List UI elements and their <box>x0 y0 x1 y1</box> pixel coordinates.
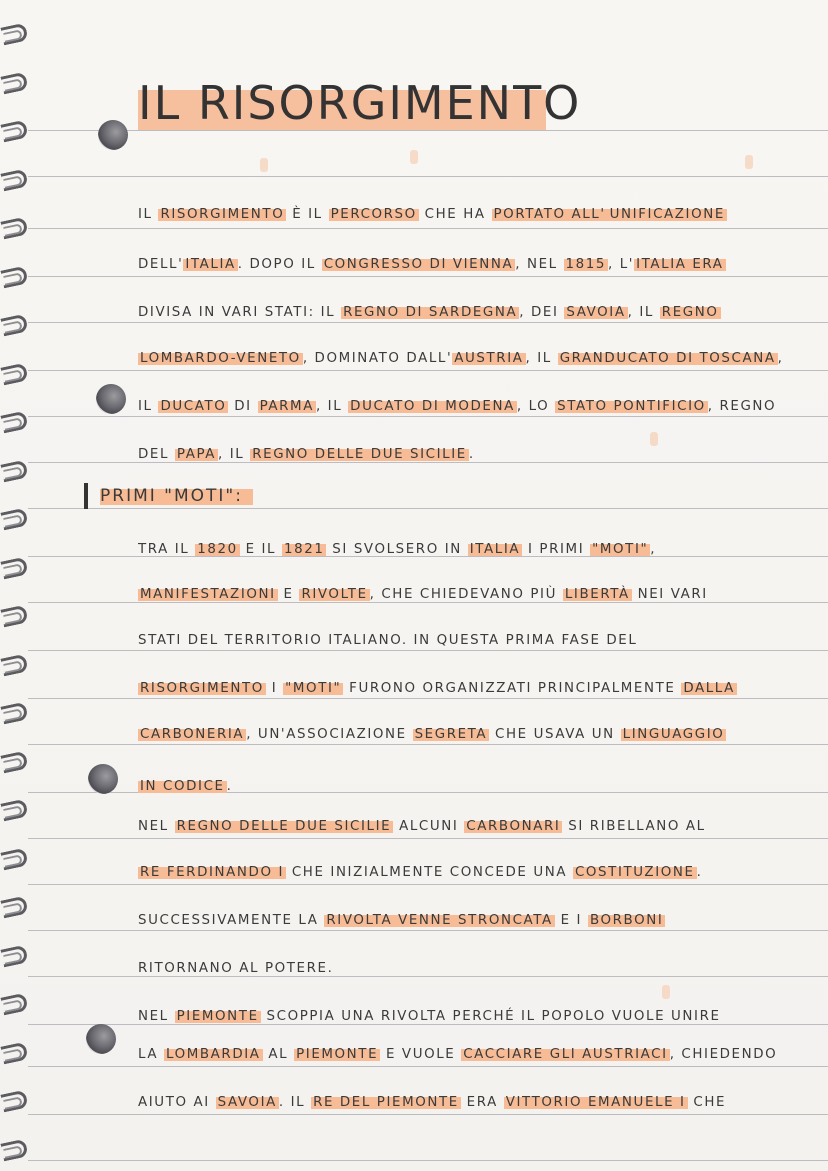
highlighted-text: CARBONARI <box>466 819 561 834</box>
highlighted-text: 1815 <box>565 257 607 272</box>
spiral-coil <box>0 556 28 578</box>
text-segment: STATI DEL TERRITORIO ITALIANO. IN QUESTA PRIMA FASE DEL <box>138 633 638 648</box>
text-segment: E <box>277 587 300 602</box>
text-segment: . IL <box>278 1095 312 1110</box>
highlighted-text: CARBONERIA <box>140 727 245 742</box>
highlighted-text: MANIFESTAZIONI <box>140 587 276 602</box>
spiral-coil <box>0 71 28 93</box>
highlighted-text: RISORGIMENTO <box>160 207 285 222</box>
highlighted-text: PORTATO ALL' <box>493 207 606 222</box>
text-line <box>138 580 814 610</box>
text-segment: E I <box>554 913 588 928</box>
text-line <box>138 858 814 888</box>
spiral-coil <box>0 944 28 966</box>
text-segment: AIUTO AI <box>138 1095 216 1110</box>
highlighted-text: UNIFICAZIONE <box>609 207 725 222</box>
text-segment: . <box>226 779 233 794</box>
highlighted-text: ITALIA <box>469 542 521 557</box>
spiral-coil <box>0 1089 28 1111</box>
text-line <box>138 440 814 470</box>
text-line <box>138 812 814 842</box>
text-segment: , <box>650 542 657 557</box>
text-segment: , CHIEDENDO <box>669 1047 778 1062</box>
highlighted-text: LOMBARDO-VENETO <box>140 351 301 366</box>
highlighted-text: DUCATO DI MODENA <box>350 399 515 414</box>
highlighted-text: SAVOIA <box>217 1095 277 1110</box>
highlighted-text: RISORGIMENTO <box>140 681 264 696</box>
text-line <box>138 1088 814 1118</box>
highlighted-text: PARMA <box>259 399 314 414</box>
highlighted-text: COSTITUZIONE <box>574 865 695 880</box>
highlighted-text: CONGRESSO DI VIENNA <box>323 257 514 272</box>
text-segment: IL <box>138 207 159 222</box>
highlighted-text: DALLA <box>683 681 735 696</box>
highlighted-text: 1821 <box>283 542 325 557</box>
highlighted-text: LINGUAGGIO <box>622 727 725 742</box>
spiral-coil <box>0 1041 28 1063</box>
text-segment: TRA IL <box>138 542 196 557</box>
page-title-text: IL RISORGIMENTO <box>138 76 582 130</box>
ink-smudge <box>260 158 268 172</box>
spiral-coil <box>0 653 28 675</box>
text-segment: SI RIBELLANO AL <box>562 819 706 834</box>
text-segment: , IL <box>627 305 660 320</box>
spiral-coil <box>0 895 28 917</box>
text-line <box>138 720 814 750</box>
highlighted-text: REGNO DELLE DUE SICILIE <box>176 819 392 834</box>
spiral-coil <box>0 168 28 190</box>
spiral-coil <box>0 507 28 529</box>
highlighted-text: RIVOLTE <box>301 587 368 602</box>
text-segment: SCOPPIA UNA RIVOLTA PERCHÉ IL POPOLO VUOLE UNIRE <box>260 1009 721 1024</box>
spiral-coil <box>0 992 28 1014</box>
text-segment: NEI VARI <box>631 587 708 602</box>
spiral-coil <box>0 362 28 384</box>
text-line <box>138 954 814 984</box>
punch-hole <box>86 1024 116 1054</box>
text-segment: FURONO ORGANIZZATI PRINCIPALMENTE <box>343 681 682 696</box>
text-segment: I <box>265 681 284 696</box>
text-segment: E IL <box>239 542 282 557</box>
text-segment: IL <box>138 399 159 414</box>
ink-smudge <box>410 150 418 164</box>
spiral-coil <box>0 750 28 772</box>
highlighted-text: AUSTRIA <box>454 351 524 366</box>
text-line <box>138 626 814 656</box>
section-heading-text: PRIMI "MOTI": <box>100 486 253 506</box>
ruled-line <box>28 176 828 177</box>
text-segment: , DOMINATO DALL' <box>302 351 453 366</box>
spiral-coil <box>0 701 28 723</box>
text-segment: SUCCESSIVAMENTE LA <box>138 913 325 928</box>
text-segment: , NEL <box>515 257 564 272</box>
text-segment: È IL <box>286 207 329 222</box>
highlighted-text: BORBONI <box>589 913 664 928</box>
text-segment: RITORNANO AL POTERE. <box>138 961 334 976</box>
text-segment: , IL <box>315 399 349 414</box>
spiral-coil <box>0 798 28 820</box>
text-segment: I PRIMI <box>522 542 591 557</box>
spiral-coil <box>0 459 28 481</box>
text-segment: SI SVOLSERO IN <box>326 542 468 557</box>
punch-hole <box>98 120 128 150</box>
highlighted-text: RE FERDINANDO I <box>140 865 284 880</box>
text-segment: , IL <box>525 351 558 366</box>
text-segment: AL <box>262 1047 295 1062</box>
text-segment: DEL <box>138 447 175 462</box>
highlighted-text: "MOTI" <box>285 681 342 696</box>
highlighted-text: REGNO DELLE DUE SICILIE <box>252 447 467 462</box>
text-segment: CHE USAVA UN <box>489 727 621 742</box>
text-segment: , DEI <box>519 305 565 320</box>
ruled-line <box>28 1160 828 1161</box>
text-segment: E VUOLE <box>380 1047 462 1062</box>
spiral-coil <box>0 119 28 141</box>
text-segment: , CHE CHIEDEVANO PIÙ <box>369 587 563 602</box>
highlighted-text: REGNO <box>661 305 719 320</box>
highlighted-text: PERCORSO <box>330 207 417 222</box>
text-segment: , UN'ASSOCIAZIONE <box>246 727 413 742</box>
page-title <box>138 72 581 134</box>
spiral-coil <box>0 216 28 238</box>
highlighted-text: LOMBARDIA <box>166 1047 261 1062</box>
text-line <box>138 1002 814 1032</box>
text-segment: , <box>777 351 784 366</box>
text-segment: DELL' <box>138 257 184 272</box>
text-line <box>138 772 814 802</box>
text-segment: NEL <box>138 819 175 834</box>
highlighted-text: SAVOIA <box>566 305 626 320</box>
punch-hole <box>88 764 118 794</box>
text-line <box>138 392 814 422</box>
text-line <box>138 250 814 280</box>
text-segment: . <box>468 447 475 462</box>
highlighted-text: ITALIA <box>185 257 236 272</box>
text-segment: , L' <box>608 257 635 272</box>
text-segment: ALCUNI <box>393 819 465 834</box>
text-line <box>138 344 814 374</box>
highlighted-text: GRANDUCATO DI TOSCANA <box>559 351 776 366</box>
text-segment: . <box>696 865 703 880</box>
highlighted-text: STATO PONTIFICIO <box>557 399 706 414</box>
text-line <box>138 298 814 328</box>
text-segment: , LO <box>516 399 556 414</box>
text-segment: CHE HA <box>418 207 492 222</box>
highlighted-text: IN CODICE <box>140 779 225 794</box>
spiral-coil <box>0 410 28 432</box>
highlighted-text: "MOTI" <box>592 542 649 557</box>
highlighted-text: SEGRETA <box>414 727 488 742</box>
text-segment: LA <box>138 1047 164 1062</box>
text-segment: . DOPO IL <box>237 257 322 272</box>
highlighted-text: PIEMONTE <box>176 1009 259 1024</box>
text-line <box>138 906 814 936</box>
highlighted-text: LIBERTÀ <box>564 587 630 602</box>
highlighted-text: REGNO DI SARDEGNA <box>343 305 518 320</box>
highlighted-text: PIEMONTE <box>296 1047 379 1062</box>
heading-bar <box>84 483 88 509</box>
text-line <box>138 1040 814 1070</box>
ink-smudge <box>745 155 753 169</box>
spiral-coil <box>0 1138 28 1160</box>
spiral-coil <box>0 313 28 335</box>
highlighted-text: RE DEL PIEMONTE <box>313 1095 459 1110</box>
spiral-coil <box>0 265 28 287</box>
section-heading <box>84 478 253 514</box>
highlighted-text: ITALIA ERA <box>636 257 724 272</box>
highlighted-text: CACCIARE GLI AUSTRIACI <box>463 1047 668 1062</box>
text-segment: CHE INIZIALMENTE CONCEDE UNA <box>286 865 573 880</box>
highlighted-text: VITTORIO EMANUELE I <box>505 1095 686 1110</box>
spiral-coil <box>0 22 28 44</box>
text-segment: ERA <box>460 1095 504 1110</box>
text-segment: , REGNO <box>707 399 777 414</box>
punch-hole <box>96 384 126 414</box>
text-segment: , IL <box>218 447 251 462</box>
text-segment: DIVISA IN VARI STATI: IL <box>138 305 342 320</box>
highlighted-text: RIVOLTA VENNE STRONCATA <box>326 913 553 928</box>
spiral-coil <box>0 604 28 626</box>
text-line <box>138 674 814 704</box>
highlighted-text: DUCATO <box>160 399 227 414</box>
text-line <box>138 200 814 230</box>
text-segment: NEL <box>138 1009 175 1024</box>
text-segment: CHE <box>687 1095 727 1110</box>
text-segment: DI <box>228 399 258 414</box>
text-line <box>138 535 814 565</box>
highlighted-text: PAPA <box>176 447 217 462</box>
ink-smudge <box>662 985 670 999</box>
highlighted-text: 1820 <box>197 542 238 557</box>
spiral-coil <box>0 847 28 869</box>
